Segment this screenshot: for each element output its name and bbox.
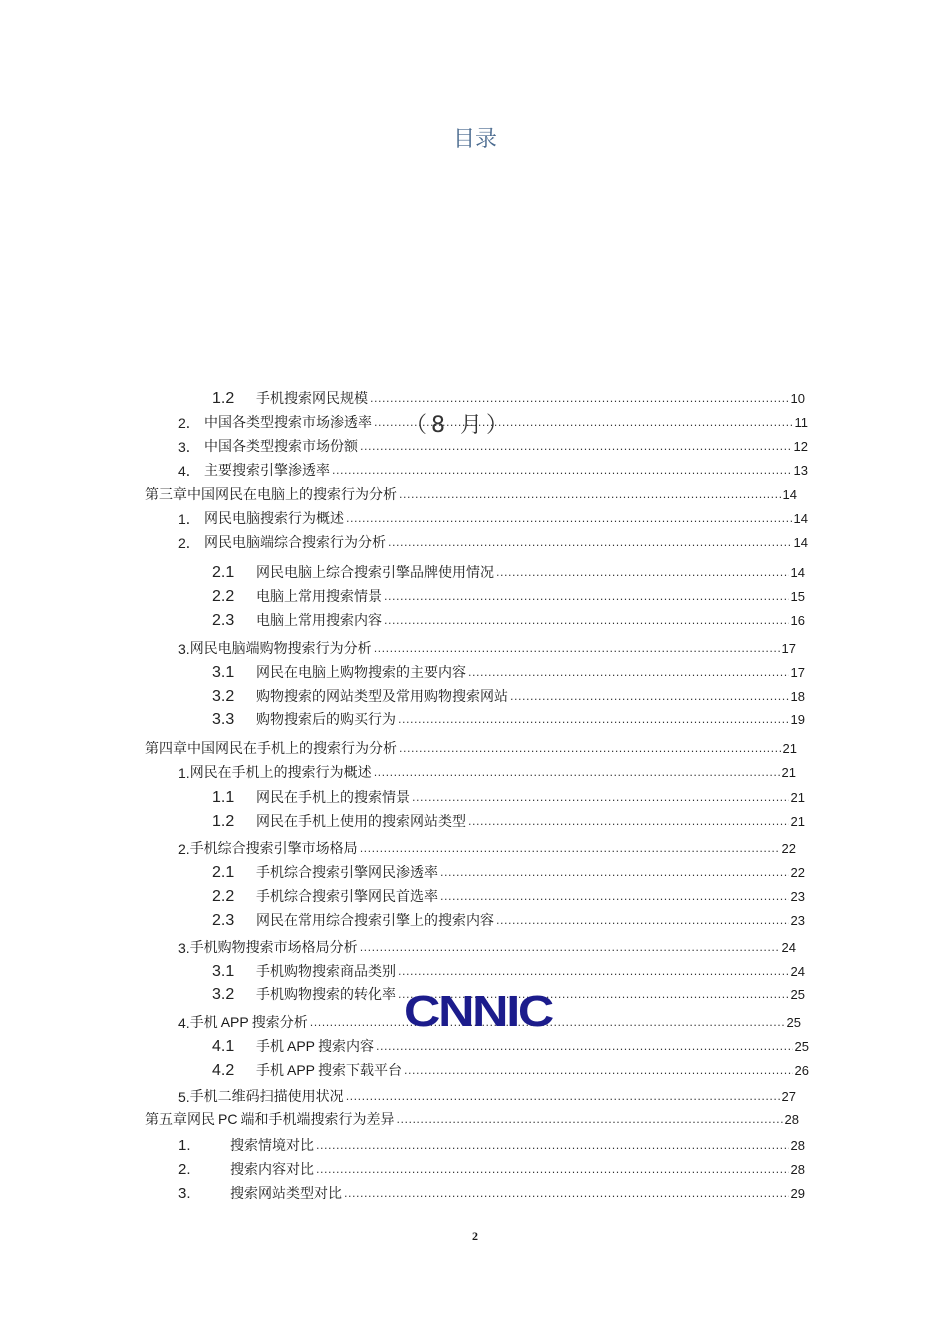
toc-entry-number: 3.2 xyxy=(212,688,235,705)
toc-entry[interactable] xyxy=(212,612,805,630)
toc-entry[interactable] xyxy=(212,711,805,729)
toc-entry-page: 28 xyxy=(790,1138,805,1153)
toc-entry-number: 2.2 xyxy=(212,888,235,905)
toc-entry-page: 18 xyxy=(790,689,805,704)
toc-entry-number: 2． xyxy=(178,415,200,431)
toc-entry-page: 14 xyxy=(793,511,808,526)
toc-entry[interactable] xyxy=(212,888,805,906)
toc-entry-number: 3. xyxy=(178,940,190,956)
toc-entry[interactable] xyxy=(178,462,808,480)
toc-entry-label: 手机综合搜索引擎网民首选率 xyxy=(256,889,438,905)
toc-entry-page: 21 xyxy=(781,765,796,780)
toc-dot-leader xyxy=(468,813,789,831)
toc-entry-number: 2.3 xyxy=(212,912,235,929)
toc-entry-label: 手机 APP 搜索下载平台 xyxy=(256,1062,403,1079)
toc-entry-page: 15 xyxy=(790,589,805,604)
toc-entry-label: 手机购物搜索商品类别 xyxy=(256,964,396,980)
toc-chapter-entry[interactable] xyxy=(145,1111,799,1129)
toc-entry[interactable] xyxy=(212,688,805,706)
toc-entry-label: 电脑上常用搜索内容 xyxy=(256,613,382,629)
toc-entry-label: 第四章中国网民在手机上的搜索行为分析 xyxy=(145,741,397,757)
svg-text:CNNIC: CNNIC xyxy=(404,990,554,1030)
toc-entry-label: 第五章网民 PC 端和手机端搜索行为差异 xyxy=(145,1111,395,1128)
toc-entry-number: 4.2 xyxy=(212,1062,235,1079)
toc-entry-page: 11 xyxy=(794,415,808,430)
toc-dot-leader xyxy=(384,612,789,630)
toc-entry[interactable] xyxy=(178,534,808,552)
toc-entry-number: 2． xyxy=(178,535,200,551)
toc-entry-label: 手机二维码扫描使用状况 xyxy=(189,1089,344,1105)
toc-entry-label: 手机 APP 搜索分析 xyxy=(189,1014,308,1031)
toc-dot-leader xyxy=(412,789,789,807)
toc-dot-leader xyxy=(440,864,789,882)
toc-dot-leader xyxy=(360,939,780,957)
toc-dot-leader xyxy=(384,588,789,606)
toc-entry-label: 搜索情境对比 xyxy=(230,1138,314,1154)
toc-entry-page: 24 xyxy=(790,964,805,979)
toc-dot-leader xyxy=(360,438,792,456)
toc-entry-number: 1.1 xyxy=(212,789,235,806)
toc-dot-leader xyxy=(370,390,789,408)
toc-dot-leader xyxy=(374,764,780,782)
toc-entry-page: 22 xyxy=(790,865,805,880)
toc-entry-label: 手机搜索网民规模 xyxy=(256,391,368,407)
toc-entry[interactable] xyxy=(178,764,796,782)
toc-entry-label: 购物搜索后的购买行为 xyxy=(256,712,396,728)
toc-entry-page: 14 xyxy=(793,535,808,550)
toc-entry-page: 13 xyxy=(793,463,808,478)
toc-entry-label: 网民在手机上的搜索行为概述 xyxy=(189,765,372,781)
toc-dot-leader xyxy=(496,912,789,930)
toc-entry-label: 网民电脑端综合搜索行为分析 xyxy=(204,535,386,551)
toc-entry-page: 25 xyxy=(790,987,805,1002)
toc-entry-number: 3.1 xyxy=(212,664,235,681)
toc-entry-page: 26 xyxy=(794,1063,809,1078)
toc-dot-leader xyxy=(510,688,789,706)
toc-dot-leader xyxy=(376,1038,793,1056)
month-overlay-text: （8 月） xyxy=(405,413,512,438)
toc-entry-number: 2.3 xyxy=(212,612,235,629)
toc-chapter-entry[interactable] xyxy=(145,486,797,504)
toc-entry-number: 3.1 xyxy=(212,963,235,980)
toc-entry-number: 2.1 xyxy=(212,564,235,581)
toc-entry-page: 16 xyxy=(790,613,805,628)
toc-entry-page: 10 xyxy=(790,391,805,406)
toc-entry-page: 17 xyxy=(781,641,796,656)
toc-entry[interactable] xyxy=(212,664,805,682)
toc-entry-number: 2. xyxy=(178,841,190,857)
toc-entry-number: 1.2 xyxy=(212,390,235,407)
toc-entry-number: 3. xyxy=(178,641,190,657)
toc-entry-number: 1. xyxy=(178,765,190,781)
toc-entry-page: 27 xyxy=(781,1089,796,1104)
toc-entry[interactable] xyxy=(212,789,805,807)
toc-entry[interactable] xyxy=(178,510,808,528)
toc-dot-leader xyxy=(399,486,781,504)
toc-entry-page: 14 xyxy=(790,565,805,580)
toc-dot-leader xyxy=(316,1161,789,1179)
toc-entry-page: 29 xyxy=(790,1186,805,1201)
toc-entry-label: 网民在手机上的搜索情景 xyxy=(256,790,410,806)
toc-dot-leader xyxy=(360,840,780,858)
toc-dot-leader xyxy=(346,1088,780,1106)
toc-entry-label: 网民在常用综合搜索引擎上的搜索内容 xyxy=(256,913,494,929)
toc-dot-leader xyxy=(316,1137,789,1155)
toc-entry-number: 3.2 xyxy=(212,986,235,1003)
toc-entry-number: 3. xyxy=(178,1185,191,1202)
toc-entry-number: 2.2 xyxy=(212,588,235,605)
toc-entry-page: 12 xyxy=(793,439,808,454)
toc-entry-page: 28 xyxy=(790,1162,805,1177)
toc-dot-leader xyxy=(399,740,781,758)
toc-entry-page: 17 xyxy=(790,665,805,680)
toc-entry-number: 1.2 xyxy=(212,813,235,830)
toc-entry-page: 23 xyxy=(790,889,805,904)
toc-dot-leader xyxy=(346,510,792,528)
toc-entry-label: 第三章中国网民在电脑上的搜索行为分析 xyxy=(145,487,397,503)
toc-entry-label: 搜索内容对比 xyxy=(230,1162,314,1178)
toc-entry-number: 4． xyxy=(178,463,200,479)
toc-entry-label: 中国各类型搜索市场渗透率 xyxy=(204,415,372,431)
toc-entry-label: 中国各类型搜索市场份额 xyxy=(204,439,358,455)
toc-entry-page: 14 xyxy=(782,487,797,502)
toc-entry[interactable] xyxy=(212,390,805,408)
toc-entry-label: 主要搜索引擎渗透率 xyxy=(204,463,330,479)
toc-entry-label: 购物搜索的网站类型及常用购物搜索网站 xyxy=(256,689,508,705)
toc-entry[interactable] xyxy=(178,438,808,456)
toc-entry-page: 25 xyxy=(794,1039,809,1054)
toc-entry-label: 网民电脑端购物搜索行为分析 xyxy=(189,641,372,657)
toc-entry-label: 手机购物搜索市场格局分析 xyxy=(189,940,358,956)
toc-entry-number: 1. xyxy=(178,1137,191,1154)
toc-entry-label: 手机 APP 搜索内容 xyxy=(256,1038,375,1055)
toc-dot-leader xyxy=(374,640,780,658)
toc-entry[interactable] xyxy=(212,813,805,831)
toc-entry-label: 电脑上常用搜索情景 xyxy=(256,589,382,605)
toc-entry[interactable] xyxy=(178,1161,805,1179)
toc-entry-number: 4.1 xyxy=(212,1038,235,1055)
toc-entry[interactable] xyxy=(178,840,796,858)
toc-entry-label: 网民电脑搜索行为概述 xyxy=(204,511,344,527)
toc-dot-leader xyxy=(496,564,789,582)
toc-entry[interactable] xyxy=(178,1088,796,1106)
toc-entry-page: 23 xyxy=(790,913,805,928)
page-number: 2 xyxy=(472,1229,478,1243)
toc-entry[interactable] xyxy=(178,939,796,957)
toc-dot-leader xyxy=(388,534,792,552)
toc-entry[interactable] xyxy=(178,640,796,658)
toc-entry-number: 2.1 xyxy=(212,864,235,881)
toc-dot-leader xyxy=(344,1185,789,1203)
toc-entry-number: 5. xyxy=(178,1089,190,1105)
toc-dot-leader xyxy=(440,888,789,906)
toc-entry-label: 网民电脑上综合搜索引擎品牌使用情况 xyxy=(256,565,494,581)
toc-entry-label: 网民在手机上使用的搜索网站类型 xyxy=(256,814,466,830)
toc-entry-number: 2. xyxy=(178,1161,191,1178)
toc-dot-leader xyxy=(396,1111,782,1129)
toc-entry-page: 19 xyxy=(790,712,805,727)
toc-dot-leader xyxy=(468,664,789,682)
toc-entry-label: 搜索网站类型对比 xyxy=(230,1186,342,1202)
toc-entry-number: 1． xyxy=(178,511,200,527)
toc-entry[interactable] xyxy=(212,963,805,981)
toc-entry[interactable] xyxy=(178,1185,805,1203)
toc-chapter-entry[interactable] xyxy=(145,740,797,758)
toc-title: 目录 xyxy=(452,127,497,152)
toc-entry-page: 28 xyxy=(784,1112,799,1127)
toc-entry[interactable] xyxy=(212,1038,809,1056)
toc-entry-number: 3． xyxy=(178,439,200,455)
toc-dot-leader xyxy=(398,711,789,729)
toc-dot-leader xyxy=(398,963,789,981)
toc-entry[interactable] xyxy=(178,1137,805,1155)
toc-dot-leader xyxy=(404,1062,793,1080)
toc-entry-number: 3.3 xyxy=(212,711,235,728)
toc-entry[interactable] xyxy=(212,912,805,930)
toc-entry-label: 手机综合搜索引擎网民渗透率 xyxy=(256,865,438,881)
toc-entry-page: 21 xyxy=(790,790,805,805)
toc-entry[interactable] xyxy=(212,564,805,582)
toc-entry[interactable] xyxy=(212,1062,809,1080)
toc-entry-page: 25 xyxy=(786,1015,801,1030)
toc-entry[interactable] xyxy=(212,864,805,882)
cnnic-logo xyxy=(402,990,554,1030)
toc-entry-label: 网民在电脑上购物搜索的主要内容 xyxy=(256,665,466,681)
toc-entry-page: 21 xyxy=(790,814,805,829)
toc-entry[interactable] xyxy=(212,588,805,606)
toc-entry-page: 21 xyxy=(782,741,797,756)
toc-dot-leader xyxy=(332,462,792,480)
toc-entry-label: 手机购物搜索的转化率 xyxy=(256,987,396,1003)
toc-entry-page: 22 xyxy=(781,841,796,856)
toc-entry-label: 手机综合搜索引擎市场格局 xyxy=(189,841,358,857)
toc-entry-number: 4. xyxy=(178,1015,190,1031)
toc-entry-page: 24 xyxy=(781,940,796,955)
